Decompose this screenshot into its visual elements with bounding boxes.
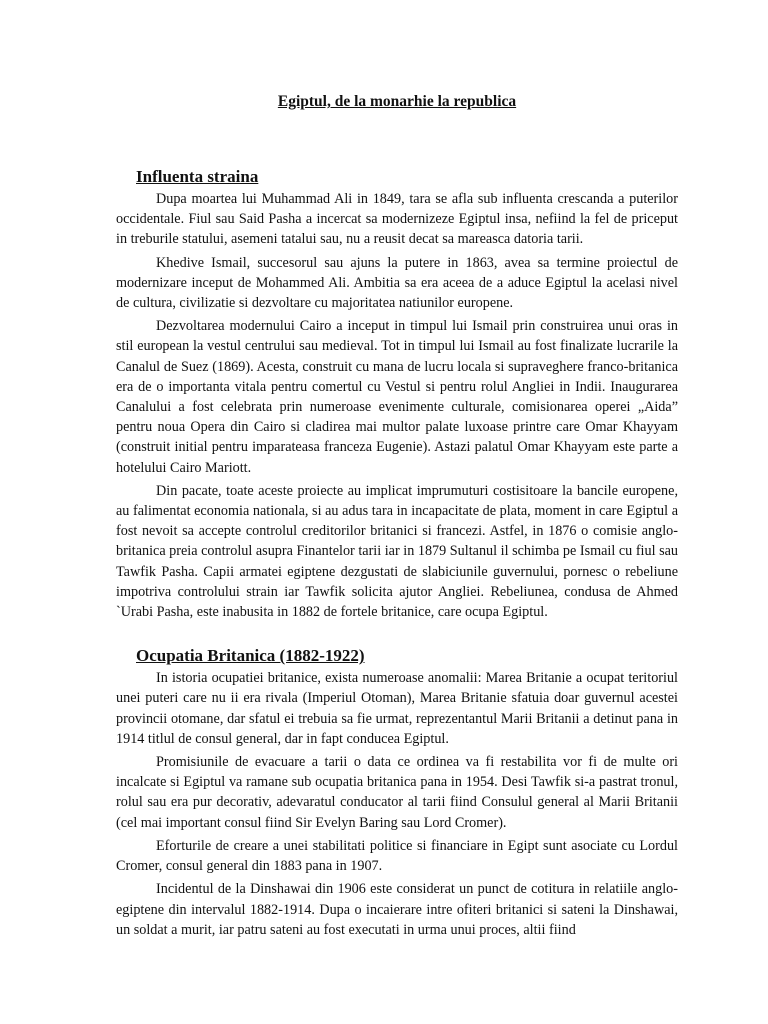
section-heading: Influenta straina [136, 167, 259, 186]
paragraph: Dezvoltarea modernului Cairo a inceput in timpul lui Ismail prin construirea unui oras in stil european la vestul centrului sau medieval. Tot in timpul lui Ismail au fost finalizate lucrarile la Canalul de Suez (1869). Acesta, construit cu mana de lucru locala si supraveghere franco-britanica era de o importanta vitala pentru comertul cu Vestul si pentru rolul Angliei in Indii. Inaugurarea Canalului a fost celebrata prin numeroase evenimente culturale, comisionarea operei „Aida” pentru noua Opera din Cairo si cladirea mai multor palate luxoase printre care Omar Khayyam (construit initial pentru imparateasa franceza Eugenie). Astazi palatul Omar Khayyam este parte a hotelului Cairo Mariott. [116, 318, 678, 476]
paragraph: Incidentul de la Dinshawai din 1906 este considerat un punct de cotitura in relatiile anglo-egiptene din intervalul 1882-1914. Dupa o incaierare intre ofiteri britanici si sateni la Dinshawai, un soldat a murit, iar patru sateni au fost executati in urma unui proces, altii fiind [116, 881, 678, 938]
paragraph: Eforturile de creare a unei stabilitati politice si financiare in Egipt sunt asociate cu Lordul Cromer, consul general din 1883 pana in 1907. [116, 837, 678, 875]
section-spacer [116, 625, 678, 645]
paragraph: Din pacate, toate aceste proiecte au implicat imprumuturi costisitoare la bancile europene, au falimentat economia nationala, si au adus tara in incapacitate de plata, moment in care Egiptul a fost nevoit sa accepte controlul creditorilor britanici si francezi. Astfel, in 1876 o comisie anglo-britanica preia controlul asupra Finantelor tarii iar in 1879 Sultanul il schimba pe Ismail cu fiul sau Tawfik Pasha. Capii armatei egiptene dezgustati de slabiciunile guvernului, pornesc o rebeliune impotriva controlului strain iar Tawfik solicita ajutor Angliei. Rebeliunea, condusa de Ahmed `Urabi Pasha, este inabusita in 1882 de fortele britanice, care ocupa Egiptul. [116, 482, 678, 621]
document-title: Egiptul, de la monarhie la republica [277, 93, 517, 110]
section-influenta-straina [116, 166, 678, 622]
paragraph: Promisiunile de evacuare a tarii o data ce ordinea va fi restabilita vor fi de multe ori incalcate si Egiptul va ramane sub ocupatia britanica pana in 1954. Desi Tawfik si-a pastrat tronul, rolul sau era pur decorativ, adevaratul conducator al tarii fiind Consulul general al Marii Britanii (cel mai important consul fiind Sir Evelyn Baring sau Lord Cromer). [116, 754, 678, 831]
paragraph: Dupa moartea lui Muhammad Ali in 1849, tara se afla sub influenta crescanda a puterilor occidentale. Fiul sau Said Pasha a incercat sa modernizeze Egiptul insa, nefiind la fel de priceput in treburile statului, asemeni tatalui sau, nu a reusit decat sa mareasca datoria tarii. [116, 191, 678, 248]
paragraph: In istoria ocupatiei britanice, exista numeroase anomalii: Marea Britanie a ocupat teritoriul unei puteri care nu ii era rivala (Imperiul Otoman), Marea Britanie sfatuia doar guvernul acestei provincii otomane, dar sfatul ei trebuia sa fie urmat, reprezentantul Marii Britanii a detinut pana in 1914 titlul de consul general, dar in fapt conducea Egiptul. [116, 670, 678, 747]
paragraph: Khedive Ismail, succesorul sau ajuns la putere in 1863, avea sa termine proiectul de modernizare inceput de Mohammed Ali. Ambitia sa era aceea de a aduce Egiptul la acelasi nivel de cultura, civilizatie si dezvoltare cu majoritatea natiunilor europene. [116, 254, 678, 312]
section-ocupatia-britanica [116, 645, 678, 940]
section-heading: Ocupatia Britanica (1882-1922) [136, 646, 365, 666]
